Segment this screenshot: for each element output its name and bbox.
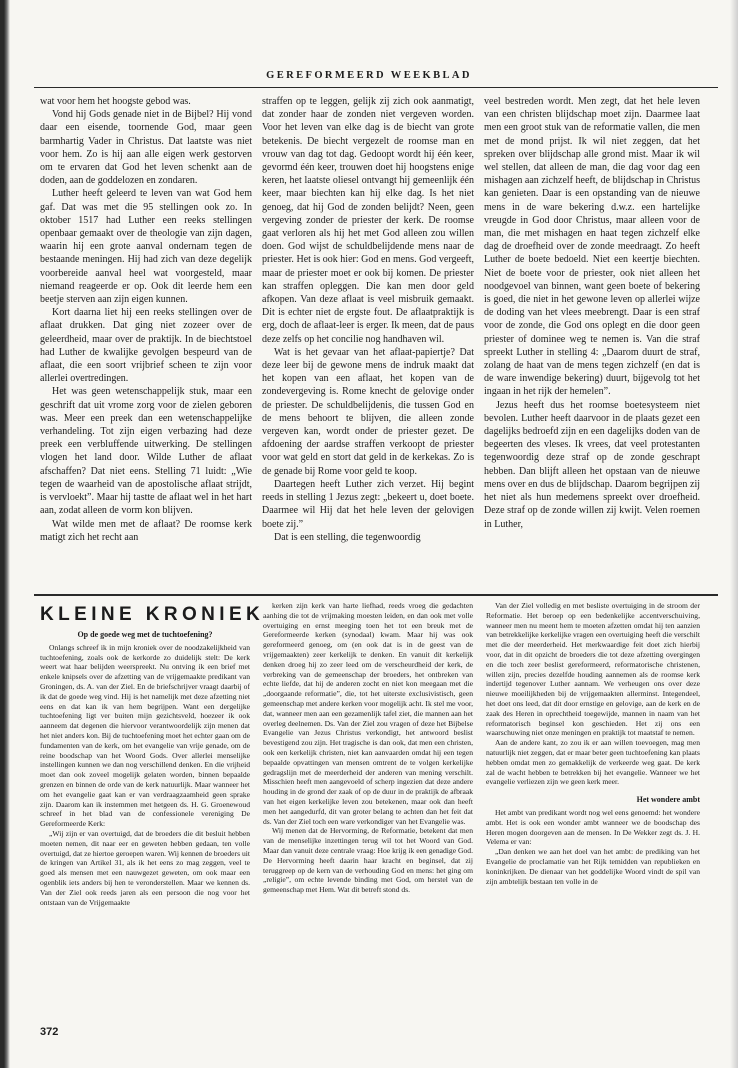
paragraph: Vond hij Gods genade niet in de Bijbel? Hij vond daar een eisende, toornende God, maar geen barmhartig Vader in Christus. Dat laatste was niet voor hem. Zo is hij aan alle eigen werk gestorven om te ervaren dat God het leven schenkt aan de doden, aan de goddelozen en zondaren. xyxy=(40,109,252,187)
paragraph: Van der Ziel volledig en met besliste overtuiging in de stroom der Reformatie. Het beroep op een bedenkelijke accentverschuiving, wanneer men nu meent hem te moeten afzetten omdat hij ten aanzien van betrekkelijke kerkelijke vragen een overtuiging heeft die verschilt met die der meerderheid. Het merkwaardige feit doet zich hierbij voor, dat in dit opzicht de broeders die tot deze afzetting overgingen en die toch zeer beslist gereformeerd, reformatorische christenen, willen zijn, precies dezelfde houding aannemen als de roomse kerk indertijd tegenover Luther aannam. We verheugen ons over deze nieuwe moeilijkheden bij de vrijgemaakten allerminst. Integendeel, het doet ons leed, dat dit door ernstige en gelovige, aan de kerk en de zaak des Heren in oprechtheid toegewijde, mannen in naam van het reformatorisch beginsel kon geschieden. Het zij ons een waarschuwing niet onze meningen en praktijk tot maatstaf te nemen. xyxy=(486,601,700,738)
section-divider xyxy=(34,594,718,596)
scan-right-edge xyxy=(730,0,738,1068)
paragraph: „Dan denken we aan het doel van het ambt: de prediking van het Evangelie de proclamatie van het Rijk temidden van republieken en koninkrijken. De dienaar van het goddelijke Woord vindt de spil van zijn ambtelijk bestaan ten volle in de xyxy=(486,847,700,886)
paragraph: „Wij zijn er van overtuigd, dat de broeders die dit besluit hebben moeten nemen, dit naar eer en geweten hebben gedaan, ten volle overtuigd, dat ze hiertoe geroepen waren. Wij kennen de broeders uit de kringen van Artikel 31, als ik het eens zo mag zeggen, veel te goed als mensen met een nauwgezet geweten, om ook maar een ogenblik iets anders bij hen te veronderstellen. Maar we kennen ds. Van der Ziel ook reeds jaren als een persoon die nog voor het ontstaan van de Vrijgemaakte xyxy=(40,828,250,907)
article-column-2 xyxy=(262,95,474,583)
subheading-het-wondere-ambt: Het wondere ambt xyxy=(636,795,700,805)
paragraph: kerken zijn kerk van harte liefhad, reeds vroeg die gedachten aanhing die tot de vrijmaking moesten leiden, en dan ook met volle overtuiging en ernst meeging toen het tot een breuk met de Gereformeerde kerken (synodaal) kwam. Maar hij was ook gereformeerd genoeg, om (en ook dat is in de geest van de vrijgemaakten) zeer kerkelijk te denken. En vanuit dit kerkelijk denken droeg hij zo zeer leed om de verscheurdheid der kerk, de verbreking van de gemeenschap der broeders, het ontbreken van echte liefde, dat hij de anderen zocht en niet kon meegaan met die „doorgaande reformatie”, die, tot het uiterste exclusivistisch, geen gemeenschap met andere kerken voor mogelijk acht. Ik stel me voor, dat, wanneer men aan een gezamenlijk tafel ziet, die mannen aan het overleg deelnemen. Ds. Van der Ziel zou vragen of deze het Bijbelse Evangelie van Jezus Christus verkondigt, het antwoord beslist bevestigend zou zijn. Het tragische is dan ook, dat men een christen, ook een kerkelijk christen, niet kan aanvaarden omdat hij een tegen bepaalde opvattingen van mensen omtrent de te volgen kerkelijke gedragslijn met de meerderheid der anderen van mening verschilt. Misschien heeft men aangevoeld of scherp ingezien dat deze andere houding in de grond der zaak of op de duur in de praktijk de afbraak van het eigen kerkelijke leven zou betekenen, maar ook dan heeft men het aangedurfd, dit van groter belang te achten dan het feit dat ds. Van der Ziel toch een ware verkondiger van het Evangelie was. xyxy=(263,601,473,826)
paragraph: Kort daarna liet hij een reeks stellingen over de aflaat drukken. Dat ging niet zozeer over de geleerdheid, maar over de praktijk. In de biechtstoel had Luther de kwalijke gevolgen bespeurd van de aflaat, die een soort vrijbrief scheen te zijn voor allerlei overtredingen. xyxy=(40,307,252,385)
paragraph: straffen op te leggen, gelijk zij zich ook aanmatigt, dat zonder haar de zonden niet vergeven worden. Voor het leven van elke dag is de biecht van grote betekenis. De biecht vergezelt de roomse man en vrouw van dag tot dag. Gedoopt wordt hij één keer, gevormd één keer, trouwen doet hij hoogstens enige keren, het laatste oliesel ontvangt hij gemeenlijk één keer, maar biechten kan hij elke dag. Is het niet genoeg, dat hij God de zonden belijdt? Neen, geen vergeving zonder de priester der kerk. De roomse gaat verloren als hij het met God alleen zou willen doen. God wijst de schuldbelijdende mens naar de priester. Het is ook hier: God en mens. God vergeeft, maar de priester moet er ook bij komen. De priester kan straffen opleggen. Die kan men door geld afkopen. Van deze aflaat is veel misbruik gemaakt. Dit is echter niet de ergste fout. De aflaatpraktijk is erg, doch de aflaat-leer is erger. Ik meen, dat de paus deze zelfs op het concilie nog handhaven wil. xyxy=(262,96,474,345)
masthead-title: GEREFORMEERD WEEKBLAD xyxy=(266,70,472,81)
paragraph: Wat is het gevaar van het aflaat-papiertje? Dat deze leer bij de gewone mens de indruk maakt dat het kopen van een aflaat, het kopen van de zondevergeving is. Rome knecht de gelovige onder de priester. De schuldbelijdenis, die tussen God en de mens behoort te blijven, die alleen zonde vergeven kan, wordt onder de priester gezet. De afdoening der aardse straffen verkoopt de priester voor wat geld en stort dat geld in de kerkekas. Zo is de genade bij Rome voor geld te koop. xyxy=(262,346,474,477)
paragraph: Wat wilde men met de aflaat? De roomse kerk matigt zich het recht aan xyxy=(40,518,252,543)
kroniek-column-1 xyxy=(40,627,250,1022)
kroniek-column-3 xyxy=(486,601,700,1041)
article-column-1 xyxy=(40,95,252,583)
section-title-kleine-kroniek: KLEINE KRONIEK xyxy=(40,604,265,625)
article-column-3 xyxy=(484,95,700,583)
paragraph: Luther heeft geleerd te leven van wat God hem gaf. Dat was met die 95 stellingen ook zo. In oktober 1517 had Luther een reeks stellingen openbaar gemaakt over de theologie van zijn dagen, waarin hij een grote aanval ondernam tegen de bestaande meningen. Hij had zich van deze degelijk voorbereide aanval heel wat voorgesteld, maar niemand reageerde er op. Ook dit leerde hem een beetje sterven aan zijn eigen kunnen. xyxy=(40,188,252,306)
kroniek-subtitle: Op de goede weg met de tuchtoefening? xyxy=(77,630,213,639)
paragraph: Daartegen heeft Luther zich verzet. Hij begint reeds in stelling 1 Jezus zegt: „bekeert u, doet boete. Daarmee wil Hij dat het hele leven der gelovigen boete zij.” xyxy=(262,478,474,530)
masthead-rule xyxy=(34,87,718,88)
paragraph: Het was geen wetenschappelijk stuk, maar een geschrift dat uit vrome zorg voor de zielen geboren was. Meer een preek dan een wetenschappelijke verhandeling. Tot zijn eigen verbazing had deze preek een verbluffende uitwerking. De stellingen vlogen het land door. Wilde Luther de aflaat afschaffen? Dat niet eens. Stelling 71 luidt: „Wie tegen de waarheid van de apostolische aflaat strijdt, is vervloekt”. Maar hij tastte de aflaat wel in het hart aan, zodat alleen de vorm kon blijven. xyxy=(40,386,252,517)
kroniek-column-2 xyxy=(263,601,473,1022)
paragraph: Het ambt van predikant wordt nog wel eens genoemd: het wondere ambt. Het is ook een wonder ambt wanneer we de boodschap des Heren mogen doorgeven aan de mensen. In De Wekker zegt ds. J. H. Velema er van: xyxy=(486,807,700,847)
scan-left-edge xyxy=(0,0,10,1068)
paragraph: wat voor hem het hoogste gebod was. xyxy=(40,96,191,107)
paragraph: Onlangs schreef ik in mijn kroniek over de noodzakelijkheid van tuchtoefening, zoals ook de kerkorde zo duidelijk stelt: De kerk weert wat haar belijden weerspreekt. Nu ontving ik een brief met enkele knipsels over de afzetting van de vrijgemaakte predikant van Groningen, ds. A. van der Ziel. En de briefschrijver vraagt daarbij of ik dat de goede weg vind. Hij is het namelijk met deze afzetting niet eens en dat kan ik van hem begrijpen. Want een dergelijke tuchtoefening ligt ver buiten mijn gezichtsveld, hoezeer ik ook aanneem dat degenen die hiervoor verantwoordelijk zijn menen dat het niet anders kon. Bij de tuchtoefening moet het echter gaan om de fundamenten van de kerk, om het evangelie van vrije genade, om de reine boodschap van het Woord Gods. Over allerlei menselijke instellingen kunnen we dan nog verschillend denken. En die vrijheid moet dan ook zoveel mogelijk gelaten worden, binnen bepaalde grenzen en binnen de orde van de kerk natuurlijk. Maar wanneer het om het evangelie gaat kan er van verdraagzaamheid geen sprake zijn. Daarom kan ik instemmen met hetgeen ds. H. G. Groenewoud schreef in het blad van de confessionele vereniging De Gereformeerde Kerk: xyxy=(40,642,250,829)
paragraph: Wij menen dat de Hervorming, de Reformatie, betekent dat men van de menselijke inzettingen terug wil tot het Woord van God. Maar dan vanuit deze centrale vraag: Hoe krijg ik een genadige God. De Hervorming heeft daarin haar kracht en beginsel, dat zij teruggreep op de kern van de verhouding God en mens: het ging om „religie”, om echte levende binding met God, om herstel van de gemeenschap met Hem. Wat dit betreft stond ds. xyxy=(263,826,473,895)
paragraph: Dat is een stelling, die tegenwoordig xyxy=(274,531,421,543)
page-number: 372 xyxy=(40,1026,59,1038)
paragraph: Aan de andere kant, zo zou ik er aan willen toevoegen, mag men natuurlijk niet zeggen, dat er maar beter geen tuchtoefening kan plaats hebben omdat men zo gemakkelijk de verkeerde weg gaat. De kerk zal de wacht hebben te betrekken bij het evangelie. Wanneer we het evangelie verliezen zijn we geen kerk meer. xyxy=(486,738,700,787)
paragraph: Jezus heeft dus het roomse boetesysteem niet bevolen. Luther heeft daarvoor in de plaats gezet een dagelijks bedroefd zijn en een dagelijks doden van de begeerten des vleses. Ik vrees, dat veel protestanten tegenwoordig deze straf op de zonde geschrapt hebben. Dan blijft alleen het opstaan van de nieuwe mens over en dus de blijdschap. Daarom begrijpen zij het niet als hun medemens spreekt over droefheid. Deze straf op de zonde willen zij kwijt. Velen roemen in Luther, xyxy=(484,399,700,530)
paragraph: veel bestreden wordt. Men zegt, dat het hele leven van een christen blijdschap moet zijn. Daarmee laat men een groot stuk van de reformatie vallen, die men met de mond prijst. Ik wil niet zeggen, dat het spreken over blijdschap alle grond mist. Maar ik wil wel stellen, dat alleen de man, die dag voor dag een mishagen aan zichzelf heeft, de blijdschap in Christus kan genieten. Daar is een opstanding van de nieuwe mens in de ware bekering d.w.z. een hartelijke vreugde in God door Christus, maar alleen voor de man, die met mishagen en haat tegen zichzelf elke dag de droefheid over de zonde meedraagt. Zo heeft Luther de boete bedoeld. Niet een keertje biechten. Niet de boete voor de priester, ook niet alleen het noodgevoel van binnen, want geen boete of bekering is goed, die niet in het gewone leven op allerlei wijze de doding van het vlees meebrengt. Daar is een straf voor de zonde, die God ons oplegt en die door geen priester of dominee weg te nemen is. Van die straf spreekt Luther in stelling 4: „Daarom duurt de straf, zolang de haat van de mens tegen zichzelf (en dat is de ware inwendige bekering) duurt, bijgevolg tot het ingaan in het rijk der hemelen”. xyxy=(484,96,700,398)
